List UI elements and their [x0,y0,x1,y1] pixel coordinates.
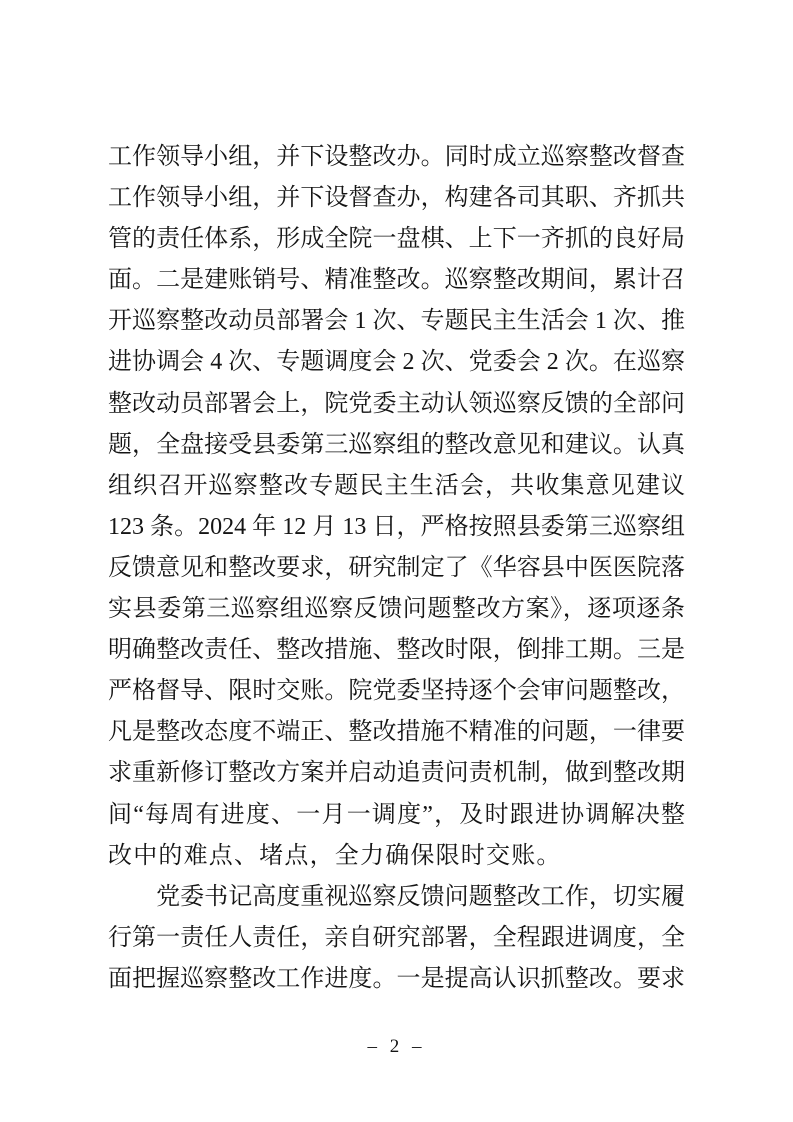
text-line: 求重新修订整改方案并启动追责问责机制，做到整改期 [108,760,685,787]
text-line: 工作领导小组，并下设整改办。同时成立巡察整改督查 [108,144,685,170]
text-line: 严格督导、限时交账。院党委坚持逐个会审问题整改， [108,678,685,705]
text-line: 凡是整改态度不端正、整改措施不精准的问题，一律要 [108,719,685,746]
text-line: 题，全盘接受县委第三巡察组的整改意见和建议。认真 [108,431,685,458]
text-line: 管的责任体系，形成全院一盘棋、上下一齐抓的良好局 [108,226,685,253]
text-line: 整改动员部署会上，院党委主动认领巡察反馈的全部问 [108,390,685,417]
text-line: 明确整改责任、整改措施、整改时限，倒排工期。三是 [108,637,685,664]
text-line: 党委书记高度重视巡察反馈问题整改工作，切实履 [108,883,685,910]
text-line: 123 条。2024 年 12 月 13 日，严格按照县委第三巡察组 [108,513,685,540]
text-line: 行第一责任人责任，亲自研究部署，全程跟进调度，全 [108,924,685,951]
document-body [108,137,685,1000]
text-line: 改中的难点、堵点，全力确保限时交账。 [108,842,562,869]
text-line: 面把握巡察整改工作进度。一是提高认识抓整改。要求 [108,965,685,992]
text-line: 进协调会 4 次、专题调度会 2 次、党委会 2 次。在巡察 [108,349,685,376]
text-line: 间“每周有进度、一月一调度”，及时跟进协调解决整 [108,801,685,828]
text-line: 反馈意见和整改要求，研究制定了《华容县中医医院落 [108,554,685,581]
page-number: – 2 – [367,1036,426,1057]
text-line: 组织召开巡察整改专题民主生活会，共收集意见建议 [108,472,685,499]
text-line: 工作领导小组，并下设督查办，构建各司其职、齐抓共 [108,185,685,212]
text-line: 开巡察整改动员部署会 1 次、专题民主生活会 1 次、推 [108,308,685,335]
text-line: 面。二是建账销号、精准整改。巡察整改期间，累计召 [108,267,685,294]
text-line: 实县委第三巡察组巡察反馈问题整改方案》，逐项逐条 [108,596,685,623]
